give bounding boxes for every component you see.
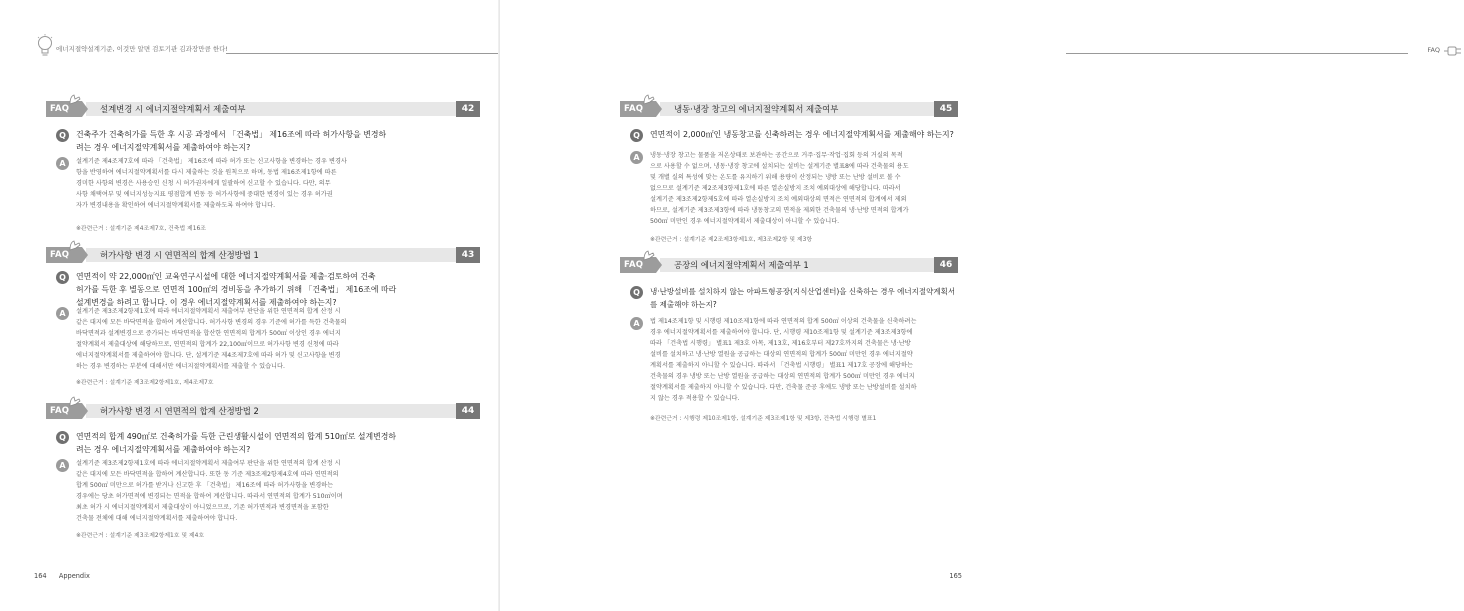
answer-line: 냉동·냉장 창고는 물품을 저온상태로 보관하는 공간으로 거주·집무·작업·집회 등의 거실의 목적	[650, 152, 903, 159]
answer-line: 절약계획서 제출대상에 해당하므로, 연면적의 합계가 22,100㎡이므로 허가사항 변경 신청에 따라	[76, 341, 339, 348]
answer-line: 에너지절약계획서를 제출하여야 합니다. 단, 설계기준 제4조제7호에 따라 허가 및 신고사항을 변경	[76, 352, 341, 359]
answer-line: 경미한 사항의 변경은 사용승인 신청 시 허가권자에게 일괄하여 신고할 수 있습니다. 다만, 의무	[76, 180, 331, 187]
question-line: 냉·난방설비를 설치하지 않는 아파트형공장(지식산업센터)을 신축하는 경우 에너지절약계획서	[650, 287, 956, 296]
answer-line: 같은 대지에 모든 바닥면적을 합하여 계산합니다. 허가사항 변경의 경우 기준에 허가를 득한 건축물의	[76, 319, 347, 326]
answer-line: 최초 허가 시 에너지절약계획서 제출대상이 아니었으므로, 기존 허가면적과 변경면적을 포함한	[76, 504, 329, 511]
section-title: 설계변경 시 에너지절약계획서 제출여부	[100, 104, 246, 114]
section-title: 허가사항 변경 시 연면적의 합계 산정방법 1	[100, 250, 259, 260]
answer-line: 바닥면적과 설계변경으로 증가되는 바닥면적을 합산한 연면적의 합계가 500㎡ 이상인 경우 에너지	[76, 330, 341, 337]
question-line: 려는 경우 에너지절약계획서를 제출하여야 하는지?	[76, 143, 251, 152]
footer-label: Appendix	[58, 572, 90, 580]
section-title: 냉동·냉장 창고의 에너지절약계획서 제출여부	[674, 104, 839, 114]
header-rule	[1066, 53, 1408, 54]
hand-icon	[642, 249, 656, 261]
answer-line: 항을 반영하여 에너지절약계획서를 다시 제출하는 것을 원칙으로 하며, 동법 제16조제1항에 따른	[76, 169, 337, 176]
question-badge: Q	[630, 286, 643, 299]
answer-line: 같은 대지에 모든 바닥면적을 합하여 계산합니다. 또한 동 기준 제3조제2항제4호에 따라 연면적의	[76, 471, 339, 478]
answer-line: 설비를 설치하고 냉·난방 열원을 공급하는 대상의 연면적의 합계가 500㎡ 미만인 경우 에너지절약	[650, 351, 913, 358]
answer-line: 경우에는 당초 허가면적에 변경되는 면적을 합하여 계산합니다. 따라서 연면적의 합계가 510㎡이며	[76, 493, 343, 500]
answer-line: 계획서를 제출하지 아니할 수 있습니다. 따라서 「건축법 시행령」 별표1 제17호 공장에 해당하는	[650, 362, 913, 369]
section-header	[620, 101, 958, 117]
header-rule	[226, 53, 506, 54]
section-number: 46	[934, 257, 958, 273]
answer-line: 설계기준 제4조제7호에 따라 「건축법」 제16조에 따라 허가 또는 신고사항을 변경하는 경우 변경사	[76, 158, 347, 165]
lightbulb-icon	[36, 34, 54, 58]
answer-badge: A	[56, 157, 69, 170]
section-number: 44	[456, 403, 480, 419]
hand-icon	[68, 239, 82, 251]
answer-line: 경우 에너지절약계획서를 제출하여야 합니다. 단, 시행령 제10조제1항 및 설계기준 제3조제3항에	[650, 329, 913, 336]
faq-label: FAQ	[50, 406, 70, 416]
running-header-title: 에너지절약설계기준, 이것만 알면 검토기관 김과장만큼 한다!	[56, 45, 228, 53]
faq-label: FAQ	[624, 260, 644, 270]
question-badge: Q	[630, 129, 643, 142]
faq-tag	[620, 257, 656, 273]
section-header	[46, 403, 480, 419]
answer-line: 으로 사용할 수 없으며, 냉동·냉장 창고에 설치되는 설비는 설계기준 별표8에 따라 건축물의 용도	[650, 163, 909, 170]
question-line: 허가를 득한 후 별동으로 연면적 100㎡의 경비동을 추가하기 위해 「건축법」 제16조에 따라	[76, 285, 397, 294]
faq-label: FAQ	[624, 104, 644, 114]
answer-badge: A	[56, 459, 69, 472]
answer-line: 및 개별 실의 특성에 맞는 온도를 유지하기 위해 용량이 산정되는 냉방 또는 난방 설비로 볼 수	[650, 174, 901, 181]
question-line: 려는 경우 에너지절약계획서를 제출하여야 하는지?	[76, 445, 251, 454]
answer-line: 설계기준 제3조제2항제1호에 따라 에너지절약계획서 제출여부 판단을 위한 연면적의 합계 산정 시	[76, 460, 341, 467]
question-badge: Q	[56, 129, 69, 142]
section-title: 허가사항 변경 시 연면적의 합계 산정방법 2	[100, 406, 259, 416]
answer-line: 건축물의 경우 냉방 또는 난방 열원을 공급하는 대상의 연면적의 합계가 500㎡ 미만인 경우 에너지	[650, 373, 915, 380]
answer-text	[76, 306, 480, 372]
answer-badge: A	[630, 151, 643, 164]
answer-text	[650, 316, 958, 404]
reference-note: ※관련근거 : 시행령 제10조제1항, 설계기준 제3조제1항 및 제3항, 건축법 시행령 별표1	[650, 416, 877, 422]
question-text	[650, 128, 958, 141]
running-header-section: FAQ	[1427, 46, 1440, 54]
hand-icon	[642, 93, 656, 105]
faq-tag	[46, 101, 82, 117]
section-number: 43	[456, 247, 480, 263]
question-line: 연면적이 약 22,000㎡인 교육연구시설에 대한 에너지절약계획서를 제출·검토하여 건축	[76, 272, 376, 281]
answer-line: 따라 「건축법 시행령」 별표1 제3호 아목, 제13호, 제16호부터 제27호까지의 건축물은 냉·난방	[650, 340, 911, 347]
answer-line: 500㎡ 미만인 경우 에너지절약계획서 제출대상이 아니할 수 있습니다.	[650, 218, 840, 225]
footer-left	[34, 572, 90, 580]
answer-badge: A	[56, 307, 69, 320]
page-number: 164	[34, 572, 47, 580]
answer-text	[650, 150, 958, 227]
answer-line: 합계 500㎡ 미만으로 허가를 받거나 신고한 후 「건축법」 제16조에 따라 허가사항을 변경하는	[76, 482, 334, 489]
section-number: 42	[456, 101, 480, 117]
question-text	[76, 430, 480, 456]
faq-label: FAQ	[50, 250, 70, 260]
faq-tag	[46, 247, 82, 263]
answer-line: 자가 변경내용을 확인하여 에너지절약계획서를 제출하도록 하여야 합니다.	[76, 202, 276, 209]
answer-line: 사항 채택여부 및 에너지성능지표 평점합계 변동 등 허가사항에 중대한 변경이 있는 경우 허가권	[76, 191, 333, 198]
question-line: 를 제출해야 하는지?	[650, 300, 717, 309]
answer-line: 지 않는 경우 적용할 수 있습니다.	[650, 395, 740, 402]
page-number: 165	[949, 572, 962, 580]
running-header-right	[1066, 34, 1464, 56]
question-badge: Q	[56, 271, 69, 284]
reference-note: ※관련근거 : 설계기준 제3조제2항제1호, 제4조제7호	[76, 380, 214, 386]
hand-icon	[68, 395, 82, 407]
faq-label: FAQ	[50, 104, 70, 114]
answer-line: 법 제14조제1항 및 시행령 제10조제1항에 따라 연면적의 합계 500㎡ 이상의 건축물을 신축하려는	[650, 318, 917, 325]
running-header-left	[36, 34, 506, 56]
question-line: 연면적의 합계 490㎡로 건축허가를 득한 근린생활시설이 연면적의 합계 510㎡로 설계변경하	[76, 432, 397, 441]
question-badge: Q	[56, 431, 69, 444]
answer-line: 없으므로 설계기준 제2조제3항제1호에 따른 열손실방지 조치 예외대상에 해당합니다. 따라서	[650, 185, 901, 192]
section-header	[46, 101, 480, 117]
section-header	[46, 247, 480, 263]
question-line: 설계변경을 하려고 합니다. 이 경우 에너지절약계획서를 제출하여야 하는지?	[76, 298, 337, 307]
section-title: 공장의 에너지절약계획서 제출여부 1	[674, 260, 809, 270]
footer-right	[949, 572, 962, 580]
plug-icon	[1444, 45, 1464, 57]
answer-text	[76, 156, 480, 211]
question-line: 건축주가 건축허가를 득한 후 시공 과정에서 「건축법」 제16조에 따라 허가사항을 변경하	[76, 130, 387, 139]
answer-line: 절약계획서를 제출하지 아니할 수 있습니다. 다만, 건축물 준공 후에도 냉방 또는 난방설비를 설치하	[650, 384, 917, 391]
answer-text	[76, 458, 480, 524]
question-line: 연면적이 2,000㎡인 냉동창고를 신축하려는 경우 에너지절약계획서를 제출해야 하는지?	[650, 130, 954, 139]
section-header	[620, 257, 958, 273]
question-text	[650, 285, 958, 311]
answer-line: 건축물 전체에 대해 에너지절약계획서를 제출하여야 합니다.	[76, 515, 238, 522]
reference-note: ※관련근거 : 설계기준 제4조제7호, 건축법 제16조	[76, 226, 206, 232]
answer-badge: A	[630, 317, 643, 330]
reference-note: ※관련근거 : 설계기준 제3조제2항제1호 및 제4호	[76, 533, 205, 539]
answer-line: 하는 경우 변경하는 부분에 대해서만 에너지절약계획서를 제출할 수 있습니다.	[76, 363, 285, 370]
hand-icon	[68, 93, 82, 105]
faq-tag	[620, 101, 656, 117]
reference-note: ※관련근거 : 설계기준 제2조제3항제1호, 제3조제2항 및 제3항	[650, 237, 813, 243]
answer-line: 설계기준 제3조제2항제1호에 따라 에너지절약계획서 제출여부 판단을 위한 연면적의 합계 산정 시	[76, 308, 341, 315]
question-text	[76, 128, 480, 154]
question-text	[76, 270, 480, 309]
faq-tag	[46, 403, 82, 419]
answer-line: 하므로, 설계기준 제3조제3항에 따라 냉동창고의 면적을 제외한 건축물의 냉·난방 면적의 합계가	[650, 207, 909, 214]
answer-line: 설계기준 제3조제2항제5호에 따라 열손실방지 조치 예외대상의 면적은 연면적의 합계에서 제외	[650, 196, 907, 203]
section-number: 45	[934, 101, 958, 117]
